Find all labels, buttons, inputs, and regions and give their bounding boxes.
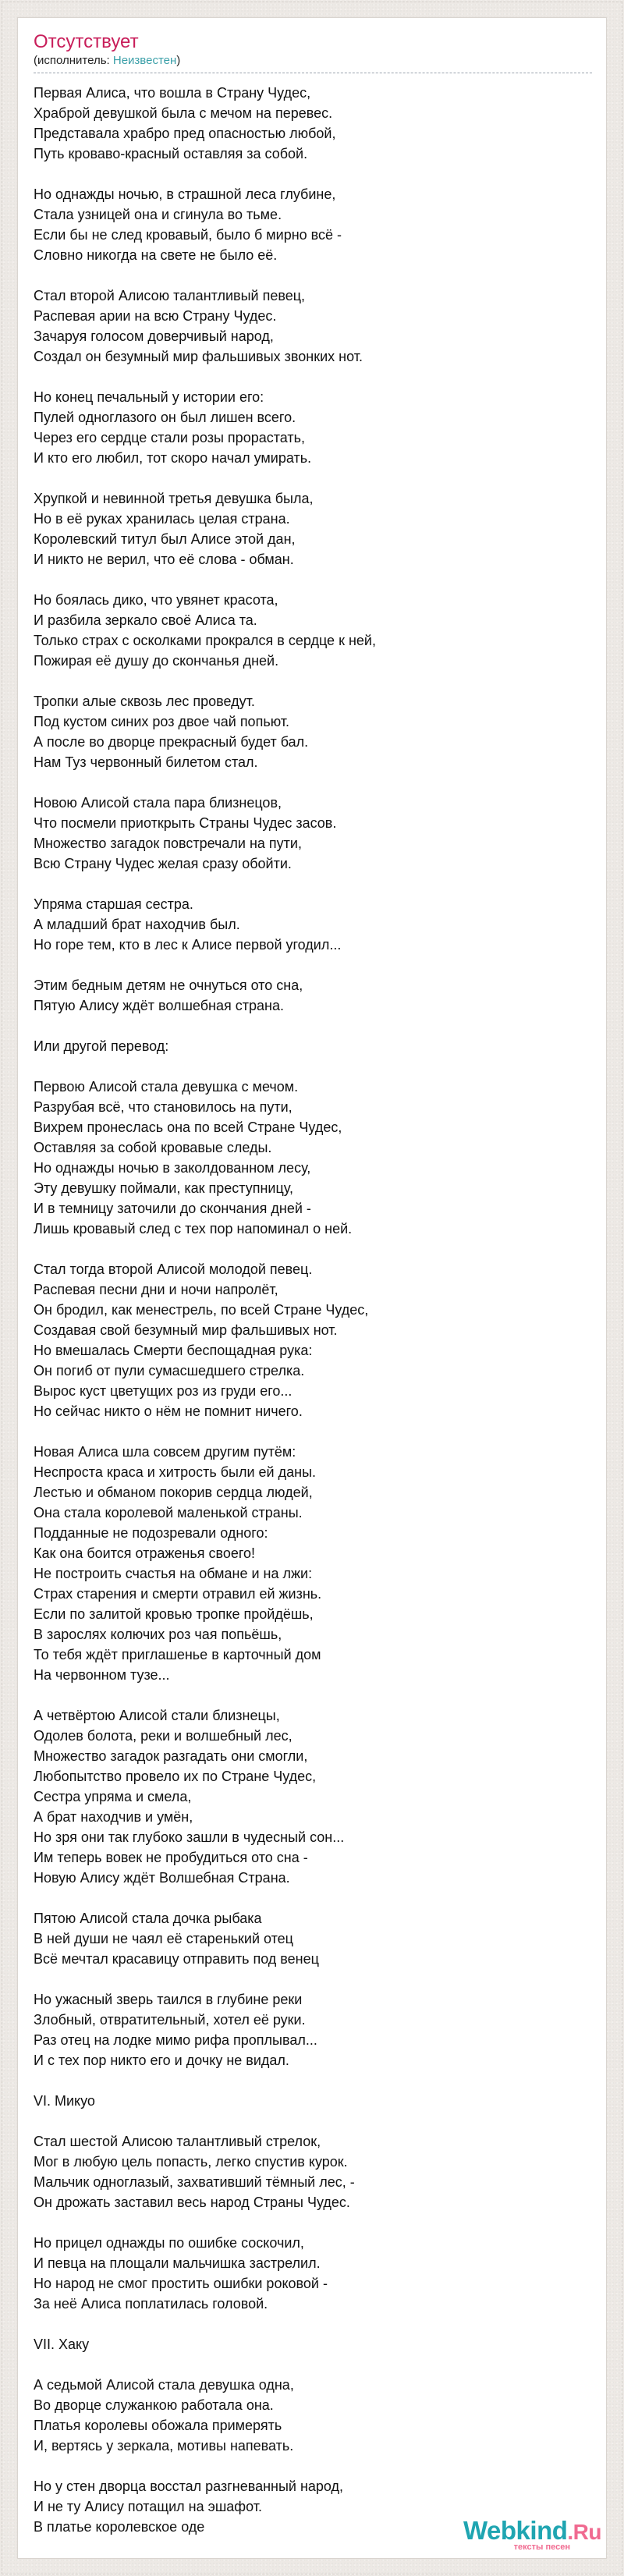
lyric-line: Через его сердце стали розы прорастать, bbox=[34, 430, 306, 445]
stanza-gap bbox=[34, 569, 592, 590]
lyric-line: Упряма старшая сестра. bbox=[34, 896, 193, 912]
lyric-line: Хрупкой и невинной третья девушка была, bbox=[34, 491, 314, 506]
lyric-line: А седьмой Алисой стала девушка одна, bbox=[34, 2377, 294, 2393]
lyric-line: Новую Алису ждёт Волшебная Страна. bbox=[34, 1870, 290, 1886]
lyric-line: Создавая свой безумный мир фальшивых нот. bbox=[34, 1322, 338, 1338]
lyric-line: Эту девушку поймали, как преступницу, bbox=[34, 1180, 293, 1196]
lyric-line: Если бы не след кровавый, было б мирно всё - bbox=[34, 227, 342, 243]
lyrics-text bbox=[34, 83, 592, 2537]
lyric-line: Вихрем пронеслась она по всей Стране Чудес, bbox=[34, 1119, 342, 1135]
lyric-line: Мальчик одноглазый, захвативший тёмный лес, - bbox=[34, 2174, 355, 2190]
lyric-line: И кто его любил, тот скоро начал умирать. bbox=[34, 450, 312, 466]
lyric-line: Множество загадок разгадать они смогли, bbox=[34, 1748, 308, 1764]
lyric-line: И никто не верил, что её слова - обман. bbox=[34, 552, 294, 567]
lyric-line: VII. Хаку bbox=[34, 2336, 90, 2352]
lyric-line: Путь кроваво-красный оставляя за собой. bbox=[34, 146, 308, 161]
lyric-line: Во дворце служанкою работала она. bbox=[34, 2397, 274, 2413]
lyric-line: Что посмели приоткрыть Страны Чудес засов. bbox=[34, 815, 337, 831]
stanza bbox=[34, 1077, 592, 1239]
lyric-line: Но сейчас никто о нём не помнит ничего. bbox=[34, 1403, 303, 1419]
stanza-gap bbox=[34, 468, 592, 488]
lyric-line: Представала храбро пред опасностью любой, bbox=[34, 126, 336, 141]
lyric-line: Всю Страну Чудес желая сразу обойти. bbox=[34, 856, 292, 871]
lyric-line: Как она боится отраженья своего! bbox=[34, 1545, 256, 1561]
lyric-line: И в темницу заточили до скончания дней - bbox=[34, 1201, 311, 1216]
lyric-line: Но у стен дворца восстал разгневанный народ, bbox=[34, 2478, 344, 2494]
lyric-line: Злобный, отвратительный, хотел её руки. bbox=[34, 2012, 306, 2028]
lyric-line: Пятою Алисой стала дочка рыбака bbox=[34, 1911, 262, 1926]
lyric-line: Но прицел однажды по ошибке соскочил, bbox=[34, 2235, 304, 2251]
stanza-gap bbox=[34, 2111, 592, 2131]
lyric-line: Но однажды ночью, в страшной леса глубине, bbox=[34, 186, 336, 202]
stanza-gap bbox=[34, 1016, 592, 1036]
stanza bbox=[34, 184, 592, 265]
lyric-line: Он погиб от пули сумасшедшего стрелка. bbox=[34, 1363, 305, 1378]
lyric-line: Стал шестой Алисою талантливый стрелок, bbox=[34, 2134, 321, 2149]
stanza bbox=[34, 691, 592, 772]
stanza-gap bbox=[34, 1056, 592, 1077]
lyric-line: В зарослях колючих роз чая попьёшь, bbox=[34, 1627, 282, 1642]
stanza-gap bbox=[34, 1888, 592, 1908]
song-title: Отсутствует bbox=[34, 31, 139, 52]
lyric-line: Зачаруя голосом доверчивый народ, bbox=[34, 328, 274, 344]
lyric-line: И не ту Алису потащил на эшафот. bbox=[34, 2499, 262, 2514]
lyric-line: Стал тогда второй Алисой молодой певец. bbox=[34, 1261, 313, 1277]
lyric-line: А брат находчив и умён, bbox=[34, 1809, 193, 1825]
lyric-line: Вырос куст цветущих роз из груди его... bbox=[34, 1383, 292, 1399]
lyric-line: Но конец печальный у истории его: bbox=[34, 389, 264, 405]
logo-tagline: тексты песен bbox=[513, 2542, 570, 2552]
lyric-line: Но вмешалась Смерти беспощадная рука: bbox=[34, 1343, 313, 1358]
lyric-line: Пятую Алису ждёт волшебная страна. bbox=[34, 998, 284, 1013]
stanza bbox=[34, 387, 592, 468]
lyric-line: Первою Алисой стала девушка с мечом. bbox=[34, 1079, 299, 1095]
stanza bbox=[34, 793, 592, 874]
stanza bbox=[34, 1036, 592, 1056]
lyric-line: Но в её руках хранилась целая страна. bbox=[34, 511, 290, 527]
lyric-line: Новою Алисой стала пара близнецов, bbox=[34, 795, 282, 811]
stanza bbox=[34, 286, 592, 367]
stanza bbox=[34, 975, 592, 1016]
lyric-line: Он дрожать заставил весь народ Страны Чудес. bbox=[34, 2195, 350, 2210]
lyric-line: Одолев болота, реки и волшебный лес, bbox=[34, 1728, 292, 1744]
lyric-line: И, вертясь у зеркала, мотивы напевать. bbox=[34, 2438, 294, 2454]
lyric-line: И с тех пор никто его и дочку не видал. bbox=[34, 2053, 289, 2068]
lyric-line: Стала узницей она и сгинула во тьме. bbox=[34, 207, 282, 222]
stanza bbox=[34, 2375, 592, 2456]
lyric-line: Он бродил, как менестрель, по всей Стране Чудес, bbox=[34, 1302, 369, 1318]
stanza-gap bbox=[34, 265, 592, 286]
lyric-line: Храброй девушкой была с мечом на перевес. bbox=[34, 105, 333, 121]
lyric-line: Лестью и обманом покорив сердца людей, bbox=[34, 1485, 313, 1500]
lyric-line: Королевский титул был Алисе этой дан, bbox=[34, 531, 296, 547]
lyric-line: Этим бедным детям не очнуться ото сна, bbox=[34, 978, 303, 993]
stanza-gap bbox=[34, 1421, 592, 1442]
lyric-line: А четвёртою Алисой стали близнецы, bbox=[34, 1708, 280, 1723]
lyric-line: Но горе тем, кто в лес к Алисе первой угодил... bbox=[34, 937, 342, 953]
lyric-line: Но народ не смог простить ошибки роковой - bbox=[34, 2276, 328, 2291]
stanza bbox=[34, 83, 592, 164]
stanza-gap bbox=[34, 2070, 592, 2091]
stanza bbox=[34, 2131, 592, 2212]
stanza bbox=[34, 894, 592, 955]
lyric-line: Но зря они так глубоко зашли в чудесный сон... bbox=[34, 1829, 345, 1845]
lyric-line: Словно никогда на свете не было её. bbox=[34, 247, 278, 263]
stanza-gap bbox=[34, 1685, 592, 1705]
lyric-line: Мог в любую цель попасть, легко спустив курок. bbox=[34, 2154, 348, 2170]
lyric-line: Не построить счастья на обмане и на лжи: bbox=[34, 1566, 313, 1581]
lyric-line: В ней души не чаял её старенький отец bbox=[34, 1931, 293, 1946]
lyric-line: А младший брат находчив был. bbox=[34, 917, 240, 932]
stanza-gap bbox=[34, 2212, 592, 2233]
lyric-line: И певца на площали мальчишка застрелил. bbox=[34, 2255, 321, 2271]
stanza-gap bbox=[34, 2314, 592, 2334]
lyric-line: Под кустом синих роз двое чай попьют. bbox=[34, 714, 290, 729]
lyric-line: Новая Алиса шла совсем другим путём: bbox=[34, 1444, 296, 1460]
stanza bbox=[34, 1259, 592, 1421]
lyric-line: Разрубая всё, что становилось на пути, bbox=[34, 1099, 292, 1115]
lyric-line: Если по залитой кровью тропке пройдёшь, bbox=[34, 1606, 314, 1622]
lyric-line: Оставляя за собой кровавые следы. bbox=[34, 1140, 272, 1155]
lyric-line: Всё мечтал красавицу отправить под венец bbox=[34, 1951, 319, 1967]
lyric-line: Распевая песни дни и ночи напролёт, bbox=[34, 1282, 278, 1297]
stanza-gap bbox=[34, 2456, 592, 2476]
artist-prefix: (исполнитель: bbox=[34, 54, 113, 67]
stanza-gap bbox=[34, 772, 592, 793]
logo-name: Webkind bbox=[463, 2516, 568, 2545]
lyric-line: Платья королевы обожала примерять bbox=[34, 2418, 282, 2433]
lyric-line: Тропки алые сквозь лес проведут. bbox=[34, 694, 255, 709]
lyric-line: Множество загадок повстречали на пути, bbox=[34, 836, 302, 851]
lyric-line: Стал второй Алисою талантливый певец, bbox=[34, 288, 306, 303]
stanza-gap bbox=[34, 164, 592, 184]
lyric-line: Страх старения и смерти отравил ей жизнь. bbox=[34, 1586, 322, 1602]
site-logo[interactable] bbox=[453, 2517, 601, 2556]
lyric-line: VI. Микуо bbox=[34, 2093, 95, 2109]
lyric-line: За неё Алиса поплатилась головой. bbox=[34, 2296, 268, 2312]
stanza bbox=[34, 2334, 592, 2354]
artist-suffix: ) bbox=[176, 54, 181, 67]
artist-line bbox=[34, 54, 180, 68]
lyric-line: Но боялась дико, что увянет красота, bbox=[34, 592, 278, 608]
lyric-line: Первая Алиса, что вошла в Страну Чудес, bbox=[34, 85, 311, 101]
artist-link[interactable]: Неизвестен bbox=[112, 54, 177, 67]
stanza bbox=[34, 1705, 592, 1888]
stanza-gap bbox=[34, 1969, 592, 1989]
stanza-gap bbox=[34, 955, 592, 975]
stanza-gap bbox=[34, 671, 592, 691]
lyric-line: Им теперь вовек не пробудиться ото сна - bbox=[34, 1850, 308, 1865]
lyric-line: Но однажды ночью в заколдованном лесу, bbox=[34, 1160, 311, 1176]
lyric-line: Но ужасный зверь таился в глубине реки bbox=[34, 1992, 303, 2007]
lyric-line: Раз отец на лодке мимо рифа проплывал... bbox=[34, 2032, 317, 2048]
lyric-line: На червонном тузе... bbox=[34, 1667, 170, 1683]
stanza-gap bbox=[34, 874, 592, 894]
lyric-line: Лишь кровавый след с тех пор напоминал о ней. bbox=[34, 1221, 353, 1237]
lyric-line: Распевая арии на всю Страну Чудес. bbox=[34, 308, 277, 324]
stanza-gap bbox=[34, 367, 592, 387]
logo-tld: .Ru bbox=[567, 2520, 601, 2544]
lyric-line: Неспроста краса и хитрость были ей даны. bbox=[34, 1464, 317, 1480]
lyrics-card bbox=[17, 17, 607, 2559]
lyric-line: Только страх с осколками прокрался в сердце к ней, bbox=[34, 633, 376, 648]
lyric-line: В платье королевское оде bbox=[34, 2519, 205, 2535]
lyric-line: То тебя ждёт приглашенье в карточный дом bbox=[34, 1647, 321, 1662]
lyric-line: Нам Туз червонный билетом стал. bbox=[34, 754, 258, 770]
stanza bbox=[34, 1908, 592, 1969]
lyric-line: Она стала королевой маленькой страны. bbox=[34, 1505, 303, 1520]
stanza bbox=[34, 1442, 592, 1685]
lyric-line: Пожирая её душу до скончанья дней. bbox=[34, 653, 279, 669]
lyric-line: Создал он безумный мир фальшивых звонких нот. bbox=[34, 349, 363, 364]
stanza bbox=[34, 488, 592, 569]
stanza-gap bbox=[34, 1239, 592, 1259]
lyric-line: Любопытство провело их по Стране Чудес, bbox=[34, 1769, 317, 1784]
stanza bbox=[34, 2091, 592, 2111]
lyric-line: Подданные не подозревали одного: bbox=[34, 1525, 268, 1541]
stanza bbox=[34, 590, 592, 671]
stanza bbox=[34, 1989, 592, 2070]
stanza bbox=[34, 2233, 592, 2314]
lyric-line: А после во дворце прекрасный будет бал. bbox=[34, 734, 309, 750]
lyric-line: Или другой перевод: bbox=[34, 1038, 169, 1054]
lyric-line: Пулей одноглазого он был лишен всего. bbox=[34, 410, 296, 425]
stanza-gap bbox=[34, 2354, 592, 2375]
lyric-line: Сестра упряма и смела, bbox=[34, 1789, 192, 1804]
lyric-line: И разбила зеркало своё Алиса та. bbox=[34, 612, 257, 628]
